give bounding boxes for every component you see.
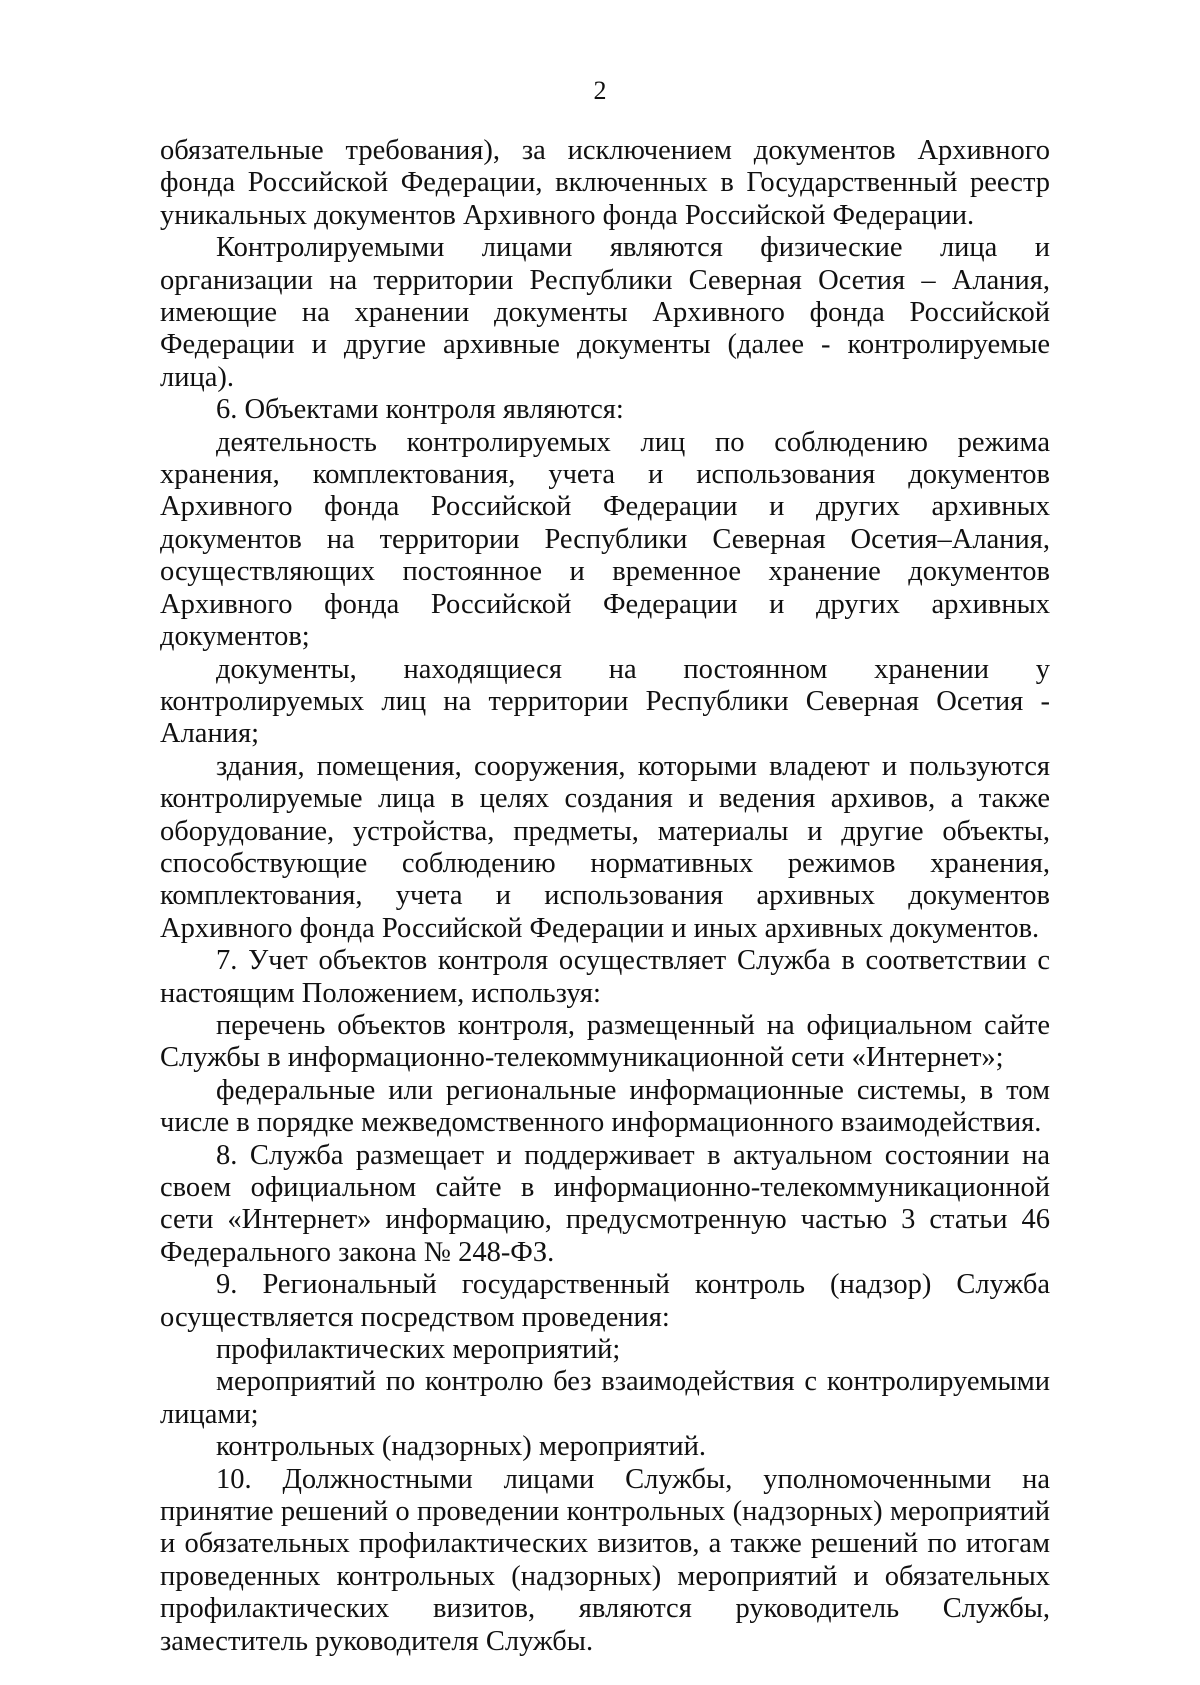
list-item-object-list: перечень объектов контроля, размещенный на официальном сайте Службы в информационно-телекоммуникационной сети «Интернет»; — [160, 1009, 1050, 1074]
clause-6-heading: 6. Объектами контроля являются: — [216, 394, 624, 426]
clause-9-heading: 9. Региональный государственный контроль (надзор) Служба осуществляется посредством проведения: — [160, 1269, 1050, 1333]
list-item-preventive: профилактических мероприятий; — [216, 1334, 621, 1366]
list-item-info-systems: федеральные или региональные информационные системы, в том числе в порядке межведомственного информационного взаимодействия. — [160, 1074, 1050, 1139]
list-item-no-interaction: мероприятий по контролю без взаимодействия с контролируемыми лицами; — [160, 1366, 1050, 1430]
list-item-buildings: здания, помещения, сооружения, которыми владеют и пользуются контролируемые лица в целях создания и ведения архивов, а также оборудование, устройства, предметы, материалы и другие объекты, способствующие соблюдению нормативных режимов хранения, комплектования, учета и использования архивных документов Архивного фонда Российской Федерации и иных архивных документов. — [160, 750, 1050, 944]
list-item-documents: документы, находящиеся на постоянном хранении у контролируемых лиц на территории Республики Северная Осетия - Алания; — [160, 653, 1050, 750]
clause-10: 10. Должностными лицами Службы, уполномоченными на принятие решений о проведении контрольных (надзорных) мероприятий и обязательных профилактических визитов, а также решений по итогам проведенных контрольных (надзорных) мероприятий и обязательных профилактических визитов, являются руководитель Службы, заместитель руководителя Службы. — [160, 1463, 1050, 1657]
page-number: 2 — [593, 76, 607, 105]
clause-7-heading: 7. Учет объектов контроля осуществляет Служба в соответствии с настоящим Положением, используя: — [160, 945, 1050, 1009]
clause-8: 8. Служба размещает и поддерживает в актуальном состоянии на своем официальном сайте в информационно-телекоммуникационной сети «Интернет» информацию, предусмотренную частью 3 статьи 46 Федерального закона № 248-ФЗ. — [160, 1139, 1050, 1268]
paragraph-continuation: обязательные требования), за исключением документов Архивного фонда Российской Федерации, включенных в Государственный реестр уникальных документов Архивного фонда Российской Федерации. — [160, 135, 1050, 231]
list-item-control-measures: контрольных (надзорных) мероприятий. — [216, 1431, 707, 1463]
list-item-activity: деятельность контролируемых лиц по соблюдению режима хранения, комплектования, учета и использования документов Архивного фонда Российской Федерации и других архивных документов на территории Республики Северная Осетия–Алания, осуществляющих постоянное и временное хранение документов Архивного фонда Российской Федерации и других архивных документов; — [160, 426, 1050, 653]
paragraph-controlled-persons: Контролируемыми лицами являются физические лица и организации на территории Республики Северная Осетия – Алания, имеющие на хранении документы Архивного фонда Российской Федерации и другие архивные документы (далее - контролируемые лица). — [160, 232, 1050, 393]
document-body — [160, 135, 1050, 1658]
